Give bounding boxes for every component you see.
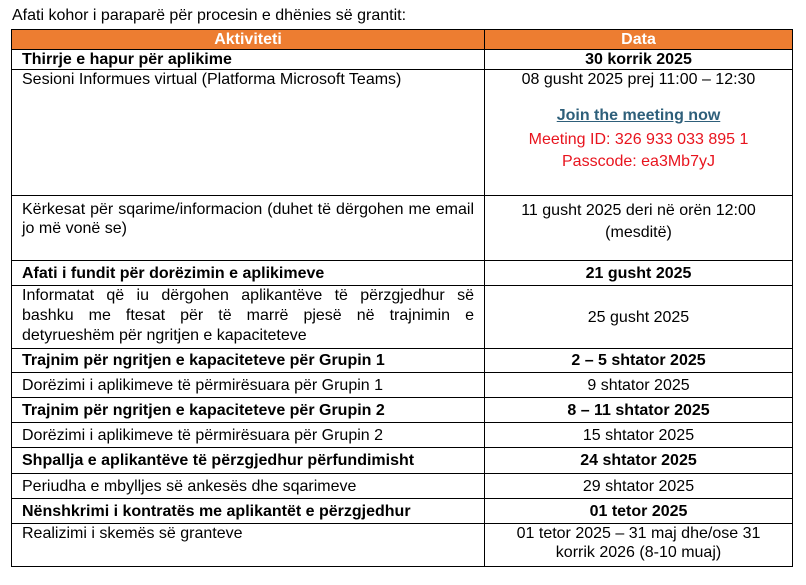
row-activity: Realizimi i skemës së granteve: [12, 524, 485, 567]
table-row: [12, 70, 793, 196]
table-row: [12, 499, 793, 524]
row-activity: Thirrje e hapur për aplikime: [12, 50, 485, 70]
meeting-id: Meeting ID: 326 933 033 895 1: [528, 131, 749, 148]
row-activity: Nënshkrimi i kontratës me aplikantët e përzgjedhur: [12, 499, 485, 524]
row-activity: Periudha e mbylljes së ankesës dhe sqarimeve: [12, 474, 485, 499]
table-row: [12, 349, 793, 373]
row-activity: Dorëzimi i aplikimeve të përmirësuara për Grupin 1: [12, 373, 485, 398]
row-date: 25 gusht 2025: [485, 286, 793, 349]
row-activity: Shpallja e aplikantëve të përzgjedhur përfundimisht: [12, 448, 485, 474]
table-row: [12, 448, 793, 474]
row-activity: Trajnim për ngritjen e kapaciteteve për Grupin 1: [12, 349, 485, 373]
table-row: [12, 524, 793, 567]
row-activity: Informatat që iu dërgohen aplikantëve të përzgjedhur së bashku me ftesat për të marrë pjesë në trajnimin e detyrueshëm për ngritjen e kapaciteteve: [12, 286, 485, 349]
table-header-row: [12, 30, 793, 50]
grant-timeline-table: [11, 29, 793, 567]
table-row: [12, 261, 793, 286]
row-activity: Dorëzimi i aplikimeve të përmirësuara për Grupin 2: [12, 423, 485, 448]
table-row: [12, 398, 793, 423]
table-row: [12, 50, 793, 70]
row-date: 21 gusht 2025: [485, 261, 793, 286]
header-date: Data: [485, 30, 793, 50]
row-date-cell: [485, 70, 793, 196]
row-date: 01 tetor 2025: [485, 499, 793, 524]
table-row: [12, 474, 793, 499]
row-activity: Sesioni Informues virtual (Platforma Microsoft Teams): [12, 70, 485, 196]
join-meeting-link[interactable]: Join the meeting now: [556, 107, 721, 124]
row-date: 9 shtator 2025: [485, 373, 793, 398]
row-activity: Trajnim për ngritjen e kapaciteteve për Grupin 2: [12, 398, 485, 423]
row-date: 08 gusht 2025 prej 11:00 – 12:30: [521, 71, 756, 88]
row-date: 8 – 11 shtator 2025: [485, 398, 793, 423]
meeting-passcode: Passcode: ea3Mb7yJ: [562, 153, 715, 170]
table-row: [12, 196, 793, 261]
row-date: 15 shtator 2025: [485, 423, 793, 448]
table-row: [12, 373, 793, 398]
row-activity: Afati i fundit për dorëzimin e aplikimeve: [12, 261, 485, 286]
row-date: 01 tetor 2025 – 31 maj dhe/ose 31 korrik 2026 (8-10 muaj): [485, 524, 793, 567]
row-activity: Kërkesat për sqarime/informacion (duhet të dërgohen me email jo më vonë se): [12, 196, 485, 261]
row-date: 11 gusht 2025 deri në orën 12:00 (mesditë): [485, 196, 793, 261]
row-date: 30 korrik 2025: [485, 50, 793, 70]
row-date: 2 – 5 shtator 2025: [485, 349, 793, 373]
table-row: [12, 423, 793, 448]
row-date: 24 shtator 2025: [485, 448, 793, 474]
page-caption: Afati kohor i paraparë për procesin e dhënies së grantit:: [12, 7, 407, 24]
row-date: 29 shtator 2025: [485, 474, 793, 499]
table-row: [12, 286, 793, 349]
header-activity: Aktiviteti: [12, 30, 485, 50]
